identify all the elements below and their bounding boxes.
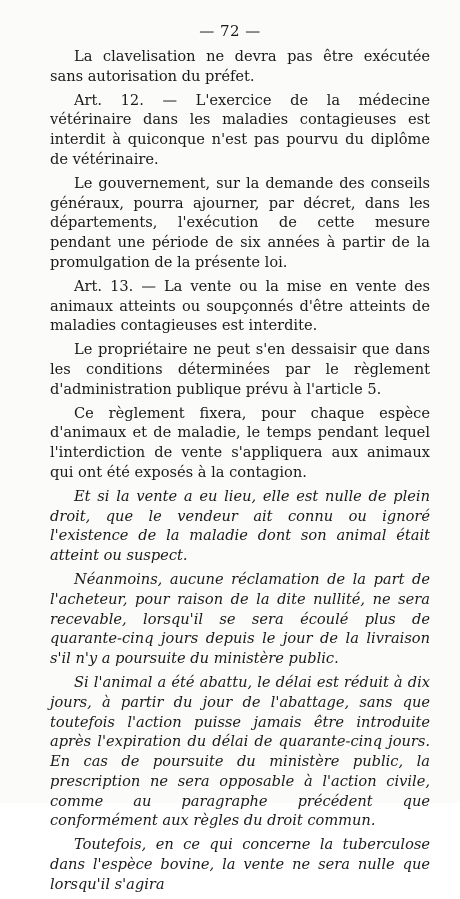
page-body — [50, 47, 430, 899]
paragraph-article-13: Art. 13. — La vente ou la mise en vente des animaux atteints ou soupçonnés d'être atteints de maladies contagieuses est interdite. — [50, 277, 430, 335]
page-number: — 72 — — [199, 22, 261, 40]
paragraph-vente-nulle: Et si la vente a eu lieu, elle est nulle de plein droit, que le vendeur ait connu ou ignoré l'existence de la maladie dont son animal était atteint ou suspect. — [50, 487, 430, 565]
paragraph-proprietaire: Le propriétaire ne peut s'en dessaisir que dans les conditions déterminées par le règlement d'administration publique prévu à l'article 5. — [50, 341, 430, 398]
paragraph-neanmoins: Néanmoins, aucune réclamation de la part de l'acheteur, pour raison de la dite nullité, ne sera recevable, lorsqu'il se sera écoulé plus de quarante-cinq jours depuis le jour de la livraison s'il n'y a poursuite du ministère public. — [50, 570, 430, 668]
paragraph-clavelisation: La clavelisation ne devra pas être exécutée sans autorisation du préfet. — [50, 48, 430, 85]
paragraph-reglement: Ce règlement fixera, pour chaque espèce d'animaux et de maladie, le temps pendant lequel l'interdiction de vente s'appliquera aux animaux qui ont été exposés à la contagion. — [50, 404, 430, 481]
paragraph-animal-abattu: Si l'animal a été abattu, le délai est réduit à dix jours, à partir du jour de l'abattage, sans que toutefois l'action puisse jamais être introduite après l'expiration du délai de quarante-cinq jours. En cas de poursuite du ministère public, la prescription ne sera opposable à l'action civile, comme au paragraphe précédent que conformément aux règles du droit commun. — [50, 673, 430, 830]
paragraph-tuberculose: Toutefois, en ce qui concerne la tuberculose dans l'espèce bovine, la vente ne sera nulle que lorsqu'il s'agira — [50, 836, 430, 893]
paragraph-gouvernement: Le gouvernement, sur la demande des conseils généraux, pourra ajourner, par décret, dans les départements, l'exécution de cette mesure pendant une période de six années à partir de la promulgation de la présente loi. — [50, 174, 430, 271]
paragraph-article-12: Art. 12. — L'exercice de la médecine vétérinaire dans les maladies contagieuses est interdit à quiconque n'est pas pourvu du diplôme de vétérinaire. — [50, 91, 430, 168]
